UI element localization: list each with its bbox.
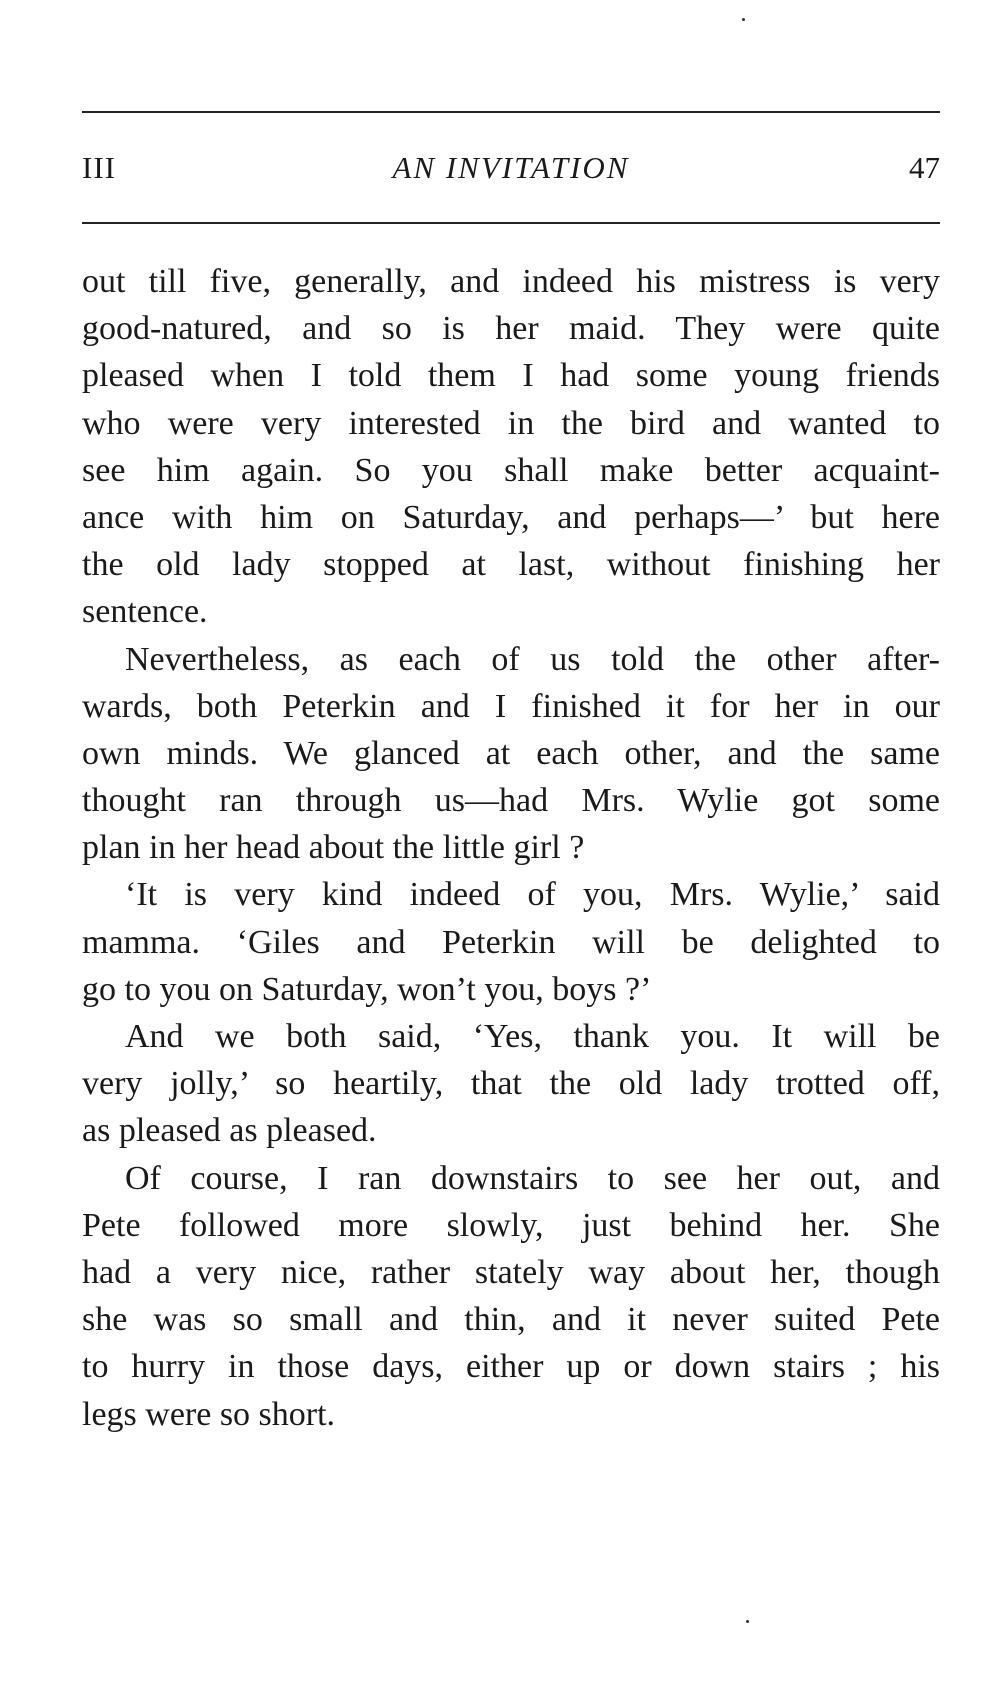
print-speck [746,1620,749,1623]
text-line: own minds. We glanced at each other, and the same [82,734,940,772]
text-line: Of course, I ran downstairs to see her out, and [125,1159,940,1197]
text-line: plan in her head about the little girl ? [82,829,585,867]
page-number: 47 [909,150,940,185]
text-line: ‘It is very kind indeed of you, Mrs. Wylie,’ said [125,876,940,914]
text-line: to hurry in those days, either up or down stairs ; his [82,1348,940,1386]
text-line: who were very interested in the bird and wanted to [82,404,940,442]
text-line: had a very nice, rather stately way about her, though [82,1253,940,1291]
text-line: the old lady stopped at last, without finishing her [82,546,940,584]
text-line: legs were so short. [82,1395,336,1433]
text-line: out till five, generally, and indeed his mistress is very [82,263,940,300]
text-line: thought ran through us—had Mrs. Wylie got some [82,782,940,820]
print-speck [742,18,745,21]
text-line: wards, both Peterkin and I finished it for her in our [82,687,940,725]
text-line: see him again. So you shall make better acquaint- [82,451,940,489]
text-line: Nevertheless, as each of us told the other after- [125,640,940,678]
text-line: sentence. [82,593,208,631]
text-line: she was so small and thin, and it never suited Pete [82,1301,940,1339]
text-line: good-natured, and so is her maid. They were quite [82,310,940,348]
text-line: as pleased as pleased. [82,1112,377,1150]
running-header [82,146,940,190]
text-line: go to you on Saturday, won’t you, boys ?’ [82,970,652,1008]
text-line: ance with him on Saturday, and perhaps—’ but here [82,498,940,536]
header-top-rule [82,111,940,113]
text-line: pleased when I told them I had some young friends [82,357,940,395]
text-line: And we both said, ‘Yes, thank you. It will be [125,1018,940,1055]
running-title: AN INVITATION [392,150,630,185]
text-line: very jolly,’ so heartily, that the old lady trotted off, [82,1065,940,1103]
header-bottom-rule [82,222,940,224]
text-line: Pete followed more slowly, just behind her. She [82,1206,940,1244]
body-text [82,258,940,1438]
chapter-number: III [82,150,116,185]
text-line: mamma. ‘Giles and Peterkin will be delighted to [82,923,940,961]
